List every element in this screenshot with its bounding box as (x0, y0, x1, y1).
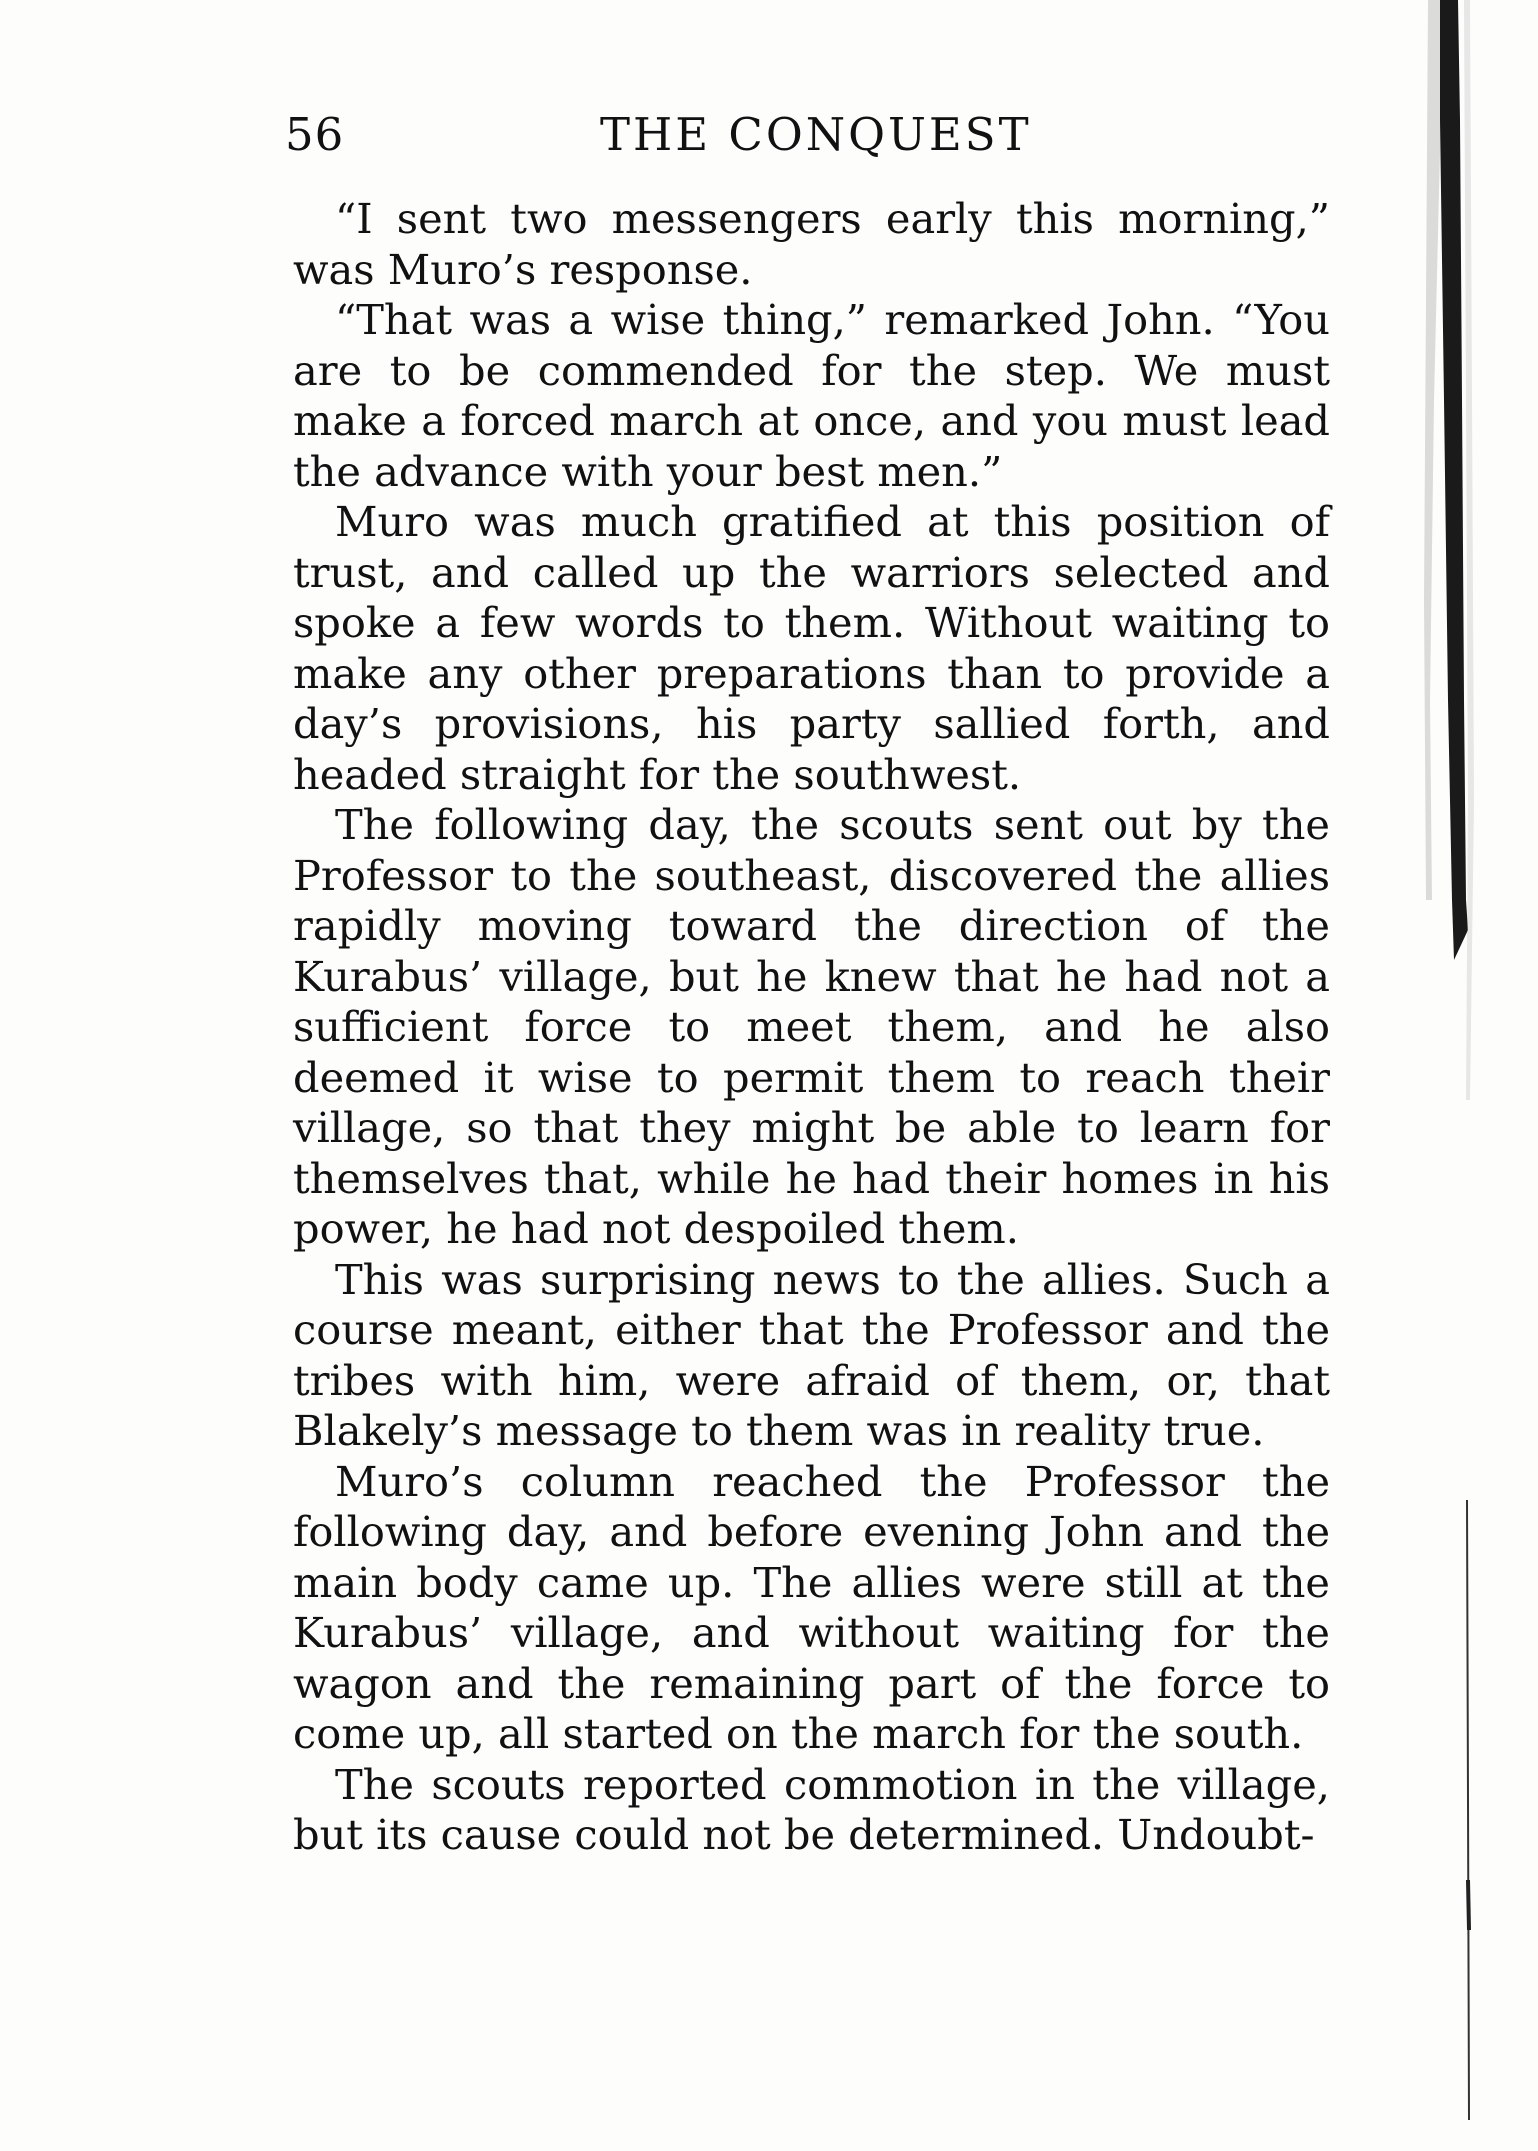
running-head (285, 108, 1325, 168)
paragraph: This was surprising news to the allies. Such a course meant, either that the Professor and the tribes with him, were afraid of them, or, that Blakely’s message to them was in reality true. (293, 1254, 1330, 1455)
paragraph: Muro’s column reached the Professor the following day, and before evening John and the main body came up. The allies were still at the Kurabus’ village, and without waiting for the wagon and the remaining part of the force to come up, all started on the march for the south. (293, 1456, 1330, 1758)
paragraph: “That was a wise thing,” remarked John. “You are to be commended for the step. We must make a forced march at once, and you must lead the advance with your best men.” (293, 295, 1330, 496)
paragraph: “I sent two messengers early this morning,” was Muro’s response. (293, 194, 1330, 294)
binding-shadow-graphic (1418, 0, 1478, 2151)
paragraph: The following day, the scouts sent out by the Professor to the southeast, discovered the allies rapidly moving toward the direction of the Kurabus’ village, but he knew that he had not a sufficient force to meet them, and he also deemed it wise to permit them to reach their village, so that they might be able to learn for themselves that, while he had their homes in his power, he had not despoiled them. (293, 800, 1330, 1253)
paragraph: Muro was much gratified at this position of trust, and called up the warriors selected and spoke a few words to them. Without waiting to make any other preparations than to provide a day’s provisions, his party sallied forth, and headed straight for the southwest. (293, 497, 1330, 799)
binding-shadow (1418, 0, 1478, 2151)
body-text (293, 194, 1330, 1861)
paragraph: The scouts reported commotion in the village, but its cause could not be determined. Undoubt- (293, 1759, 1330, 1859)
book-title: THE CONQUEST (600, 108, 1032, 161)
page-number: 56 (285, 108, 345, 161)
